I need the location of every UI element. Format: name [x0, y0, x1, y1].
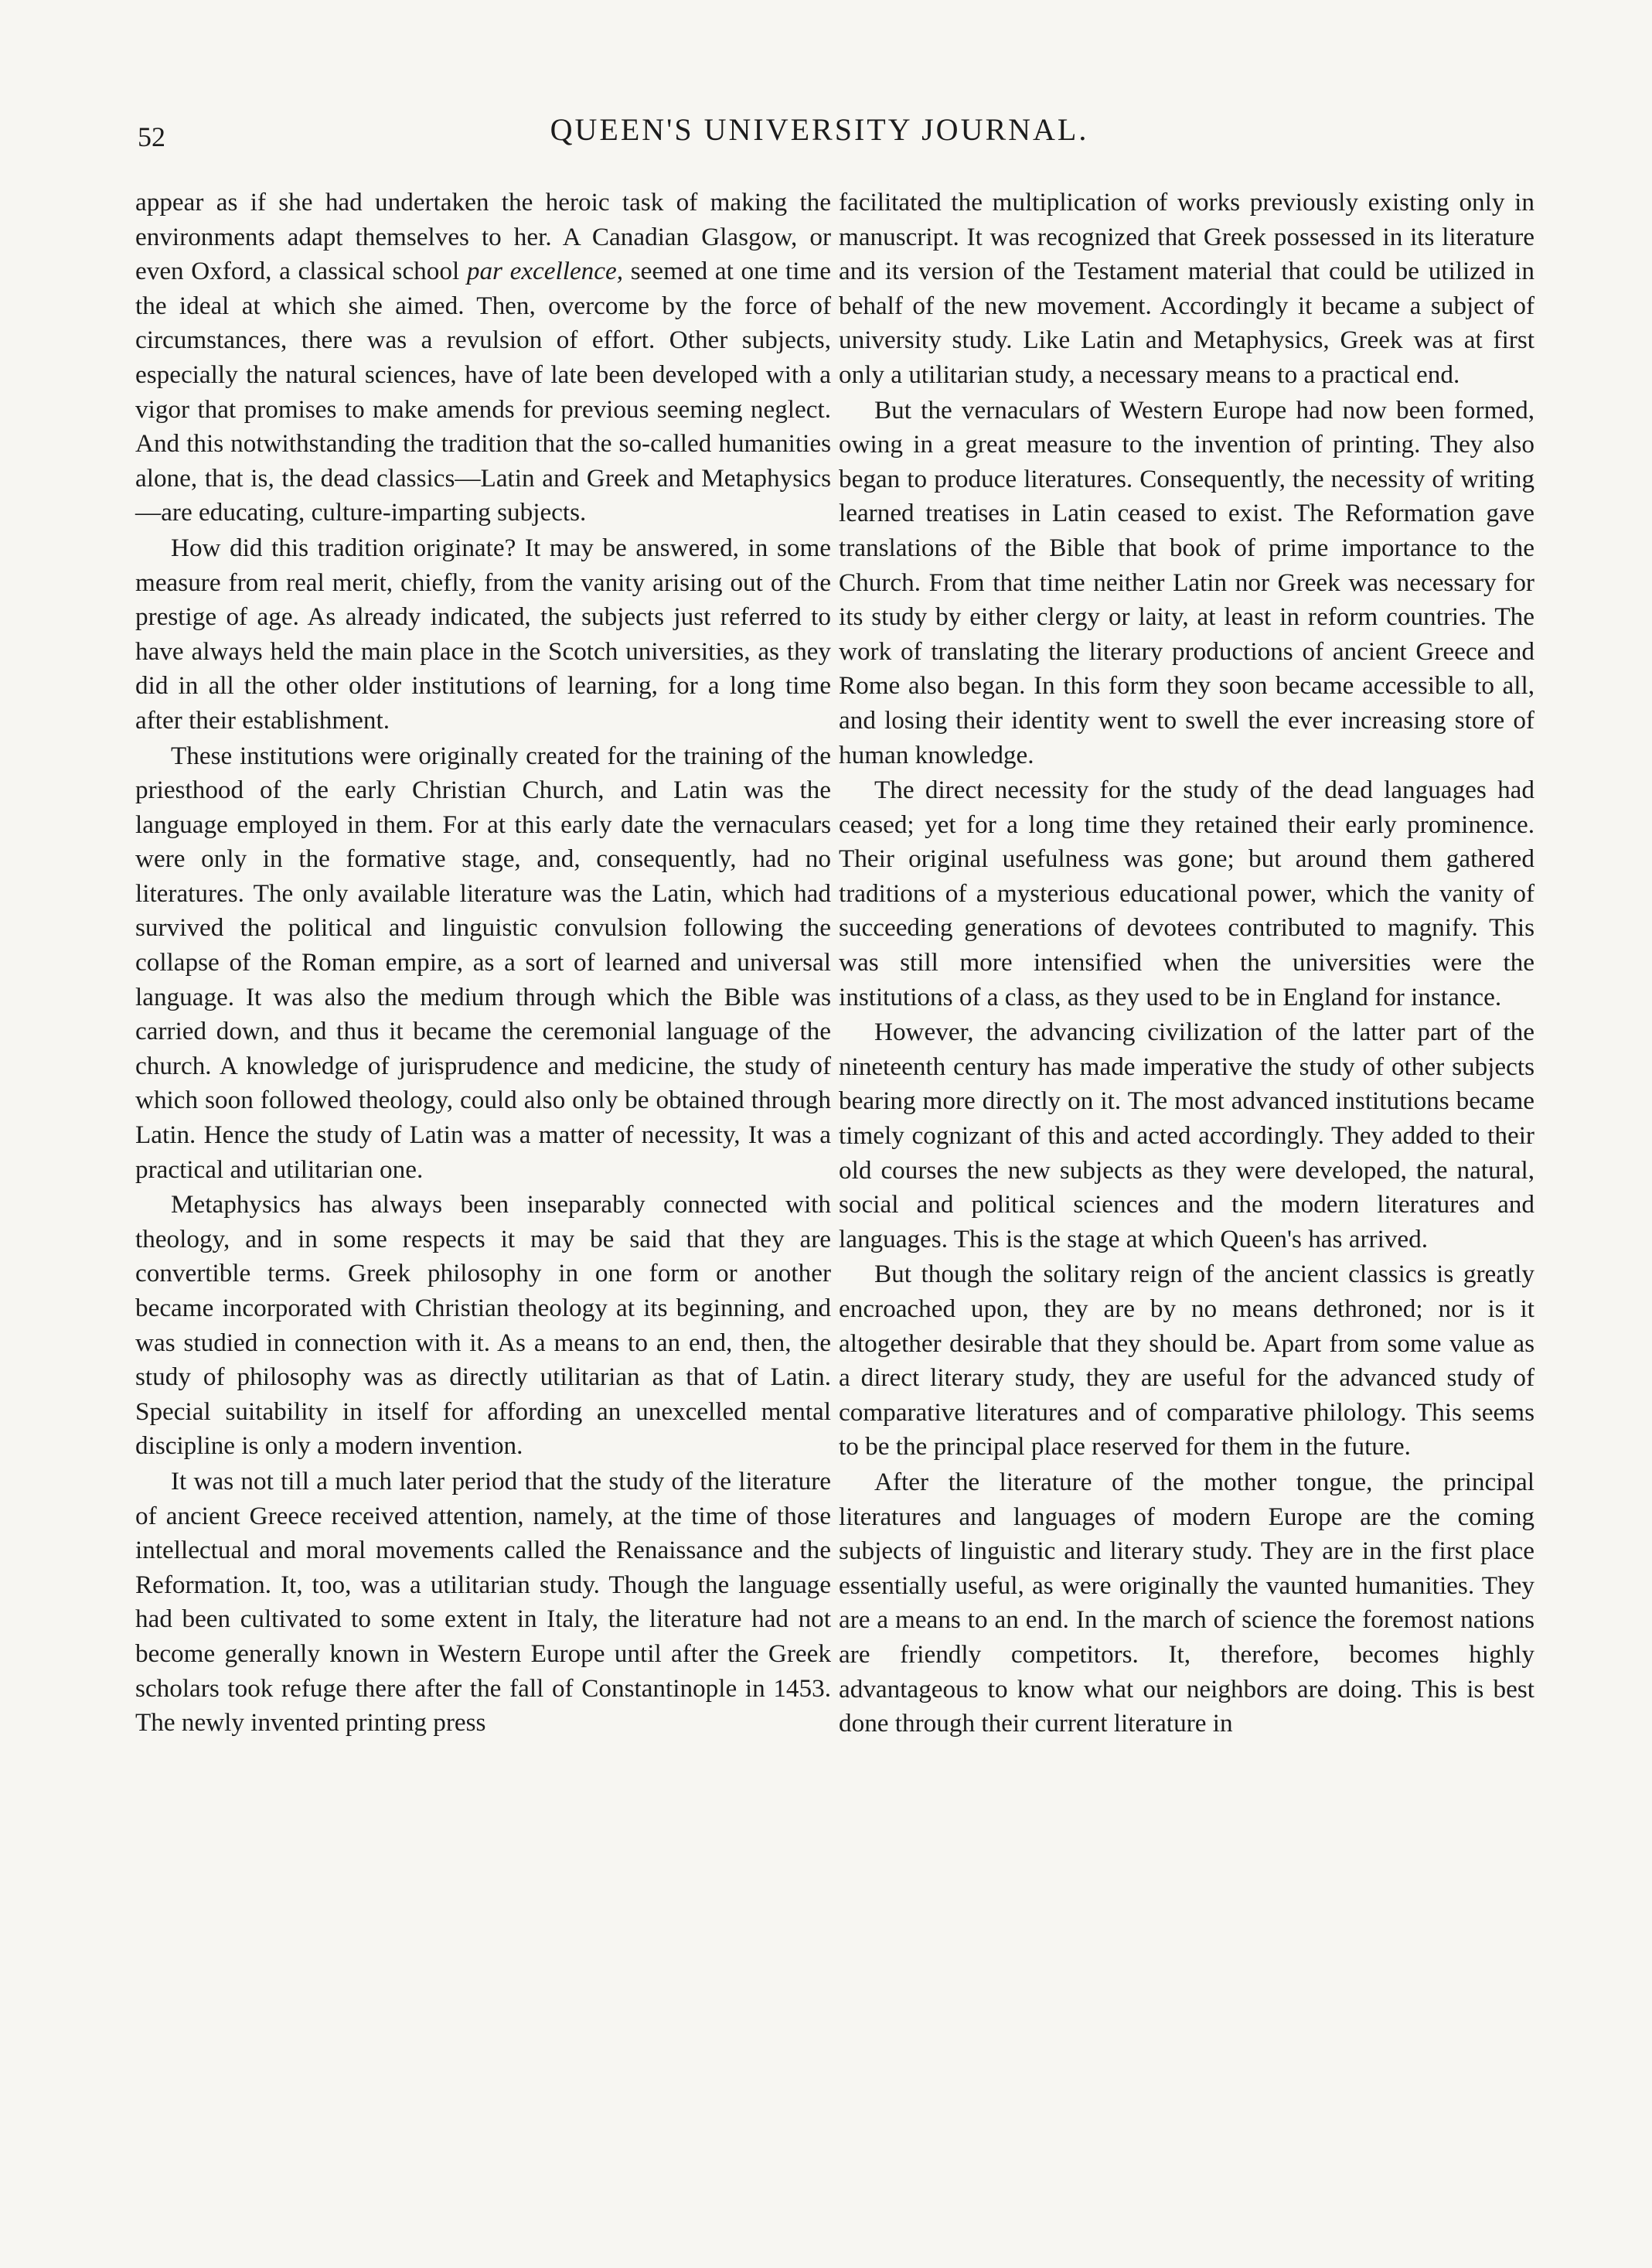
paragraph: How did this tradition originate? It may be answered, in some measure from real merit, chiefly, from the vanity arising out of the prestige of age. As already indicated, the subjects just referred to have always held the main place in the Scotch universities, as they did in all the other older institutions of learning, for a long time after their establishment. — [135, 533, 831, 735]
page-number: 52 — [138, 121, 165, 152]
paragraph: But though the solitary reign of the ancient classics is greatly encroached upon, they are by no means dethroned; nor is it altogether desirable that they should be. Apart from some value as a direct literary study, they are useful for the advanced study of comparative literatures and of comparative philology. This seems to be the principal place reserved for them in the future. — [839, 1260, 1534, 1461]
paragraph-text: appear as if she had undertaken the heroic task of making the environments adapt themselves to her. A Canadian Glasgow, or even Oxford, a classical school — [135, 188, 831, 286]
paragraph: However, the advancing civilization of the latter part of the nineteenth century has made imperative the study of other subjects bearing more directly on it. The most advanced institutions became timely cognizant of this and acted accordingly. They added to their old courses the new subjects as they were developed, the natural, social and political sciences and the modern literatures and languages. This is the stage at which Queen's has arrived. — [839, 1018, 1534, 1253]
paragraph: After the literature of the mother tongue, the principal literatures and languages of modern Europe are the coming subjects of linguistic and literary study. They are in the first place essentially useful, as were originally the vaunted humanities. They are a means to an end. In the march of science the foremost nations are friendly competitors. It, therefore, becomes highly advantageous to know what our neighbors are doing. This is best done through their current literature in — [839, 1467, 1534, 1738]
right-column — [839, 186, 1534, 1741]
paragraph: Metaphysics has always been inseparably connected with theology, and in some respects it may be said that they are convertible terms. Greek philosophy in one form or another became incorporated with Christian theology at its beginning, and was studied in connection with it. As a means to an end, then, the study of philosophy was as directly utilitarian as that of Latin. Special suitability in itself for affording an unexcelled mental discipline is only a modern invention. — [135, 1190, 831, 1461]
left-column — [135, 186, 831, 1741]
paragraph: It was not till a much later period that the study of the literature of ancient Greece received attention, namely, at the time of those intellectual and moral movements called the Renaissance and the Reformation. It, too, was a utilitarian study. Though the language had been cultivated to some extent in Italy, the literature had not become generally known in Western Europe until after the Greek scholars took refuge there after the fall of Constantinople in 1453. The newly invented printing press — [135, 1466, 831, 1738]
italic-phrase: par excellence, — [466, 257, 624, 286]
paragraph-text: seemed at one time the ideal at which she aimed. Then, overcome by the force of circumstances, there was a revulsion of effort. Other subjects, especially the natural sciences, have of late been developed with a vigor that promises to make amends for previous seeming neglect. And this notwithstanding the tradition that the so-called humanities alone, that is, the dead classics—Latin and Greek and Metaphysics—are educating, culture-imparting subjects. — [135, 257, 832, 527]
paragraph: But the vernaculars of Western Europe had now been formed, owing in a great measure to the invention of printing. They also began to produce literatures. Consequently, the necessity of writing learned treatises in Latin ceased to exist. The Reformation gave translations of the Bible that book of prime importance to the Church. From that time neither Latin nor Greek was necessary for its study by either clergy or laity, at least in reform countries. The work of translating the literary productions of ancient Greece and Rome also began. In this form they soon became accessible to all, and losing their identity went to swell the ever increasing store of human knowledge. — [839, 395, 1534, 769]
journal-title: QUEEN'S UNIVERSITY JOURNAL. — [550, 112, 1089, 147]
paragraph: The direct necessity for the study of the dead languages had ceased; yet for a long time they retained their early prominence. Their original usefulness was gone; but around them gathered traditions of a mysterious educational power, which the vanity of succeeding generations of devotees contributed to magnify. This was still more intensified when the universities were the institutions of a class, as they used to be in England for instance. — [839, 776, 1534, 1011]
paragraph — [135, 186, 831, 530]
paragraph: These institutions were originally created for the training of the priesthood of the early Christian Church, and Latin was the language employed in them. For at this early date the vernaculars were only in the formative stage, and, consequently, had no literatures. The only available literature was the Latin, which had survived the political and linguistic convulsion following the collapse of the Roman empire, as a sort of learned and universal language. It was also the medium through which the Bible was carried down, and thus it became the ceremonial language of the church. A knowledge of jurisprudence and medicine, the study of which soon followed theology, could also only be obtained through Latin. Hence the study of Latin was a matter of necessity, It was a practical and utilitarian one. — [135, 741, 831, 1184]
page-header — [124, 107, 1515, 161]
paragraph: facilitated the multiplication of works previously existing only in manuscript. It was recognized that Greek possessed in its literature and its version of the Testament material that could be utilized in behalf of the new movement. Accordingly it became a subject of university study. Like Latin and Metaphysics, Greek was at first only a utilitarian study, a necessary means to a practical end. — [839, 188, 1534, 389]
